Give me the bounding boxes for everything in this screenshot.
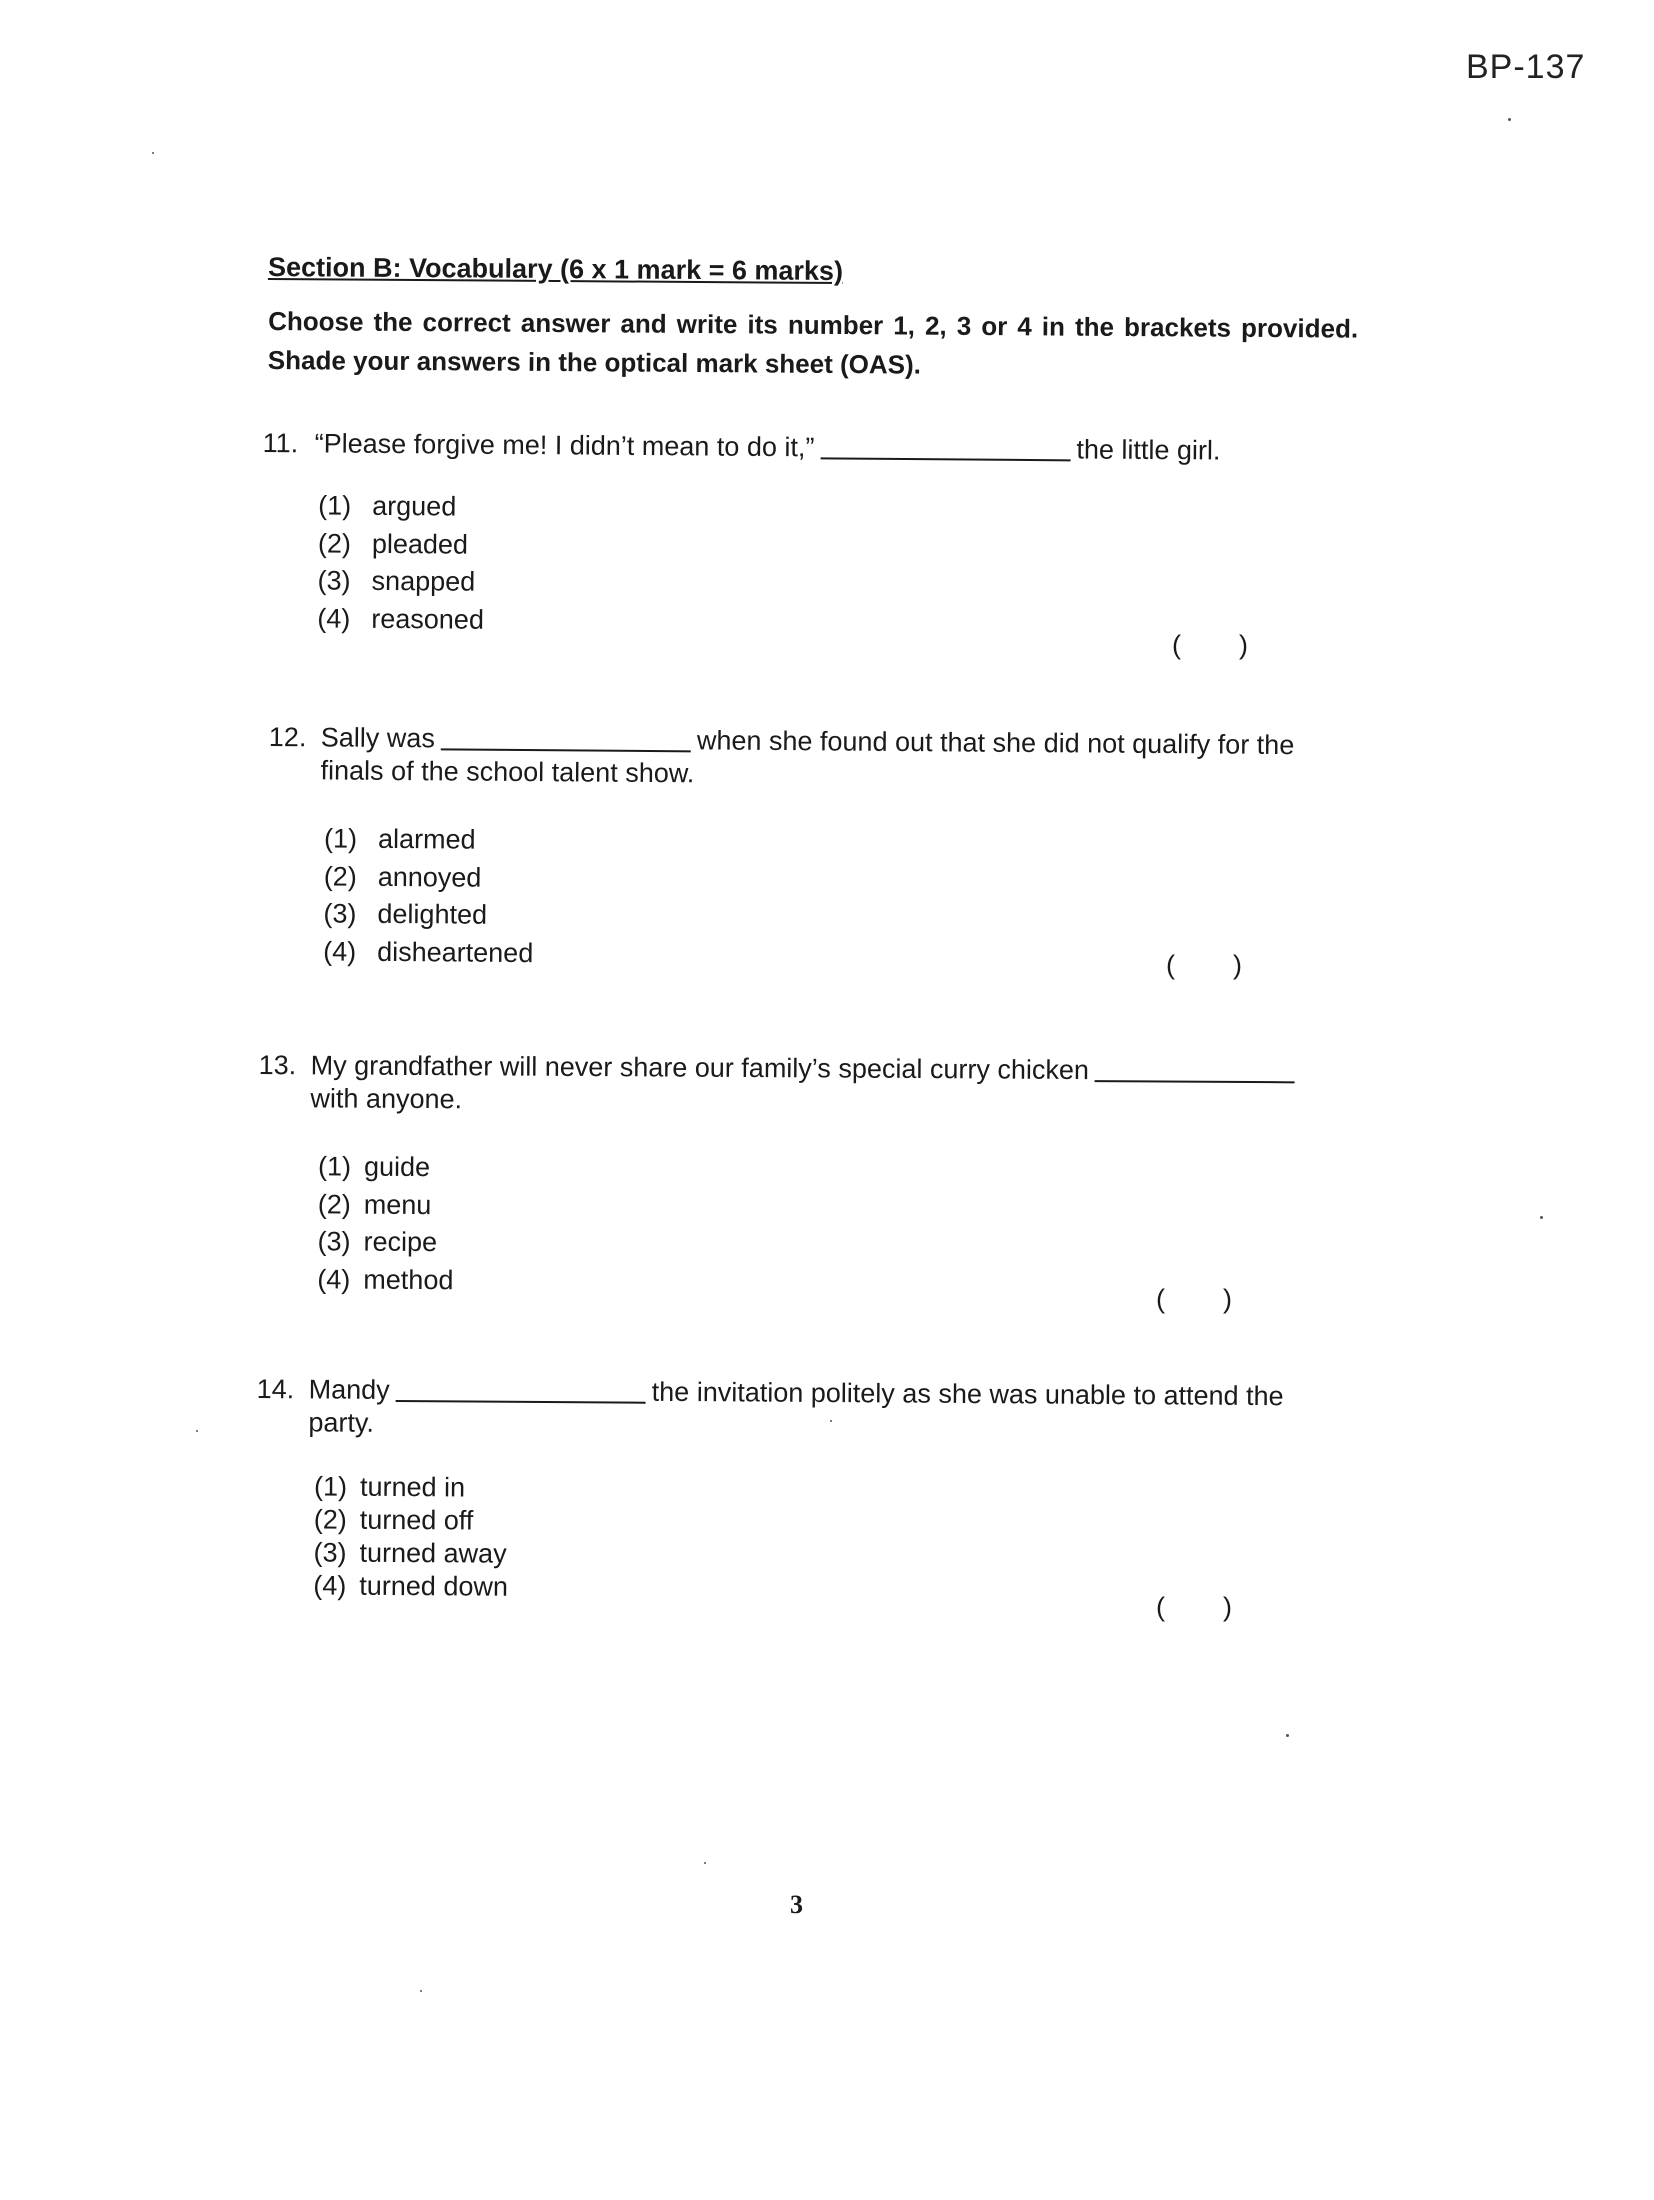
option-item: (2) turned off: [313, 1504, 474, 1536]
question-stem-continued: party.: [308, 1407, 375, 1438]
scan-speck: [152, 152, 154, 154]
scan-speck: [196, 1430, 198, 1432]
question-stem: My grandfather will never share our family’s special curry chicken: [310, 1050, 1090, 1086]
scan-speck: [420, 1990, 422, 1992]
option-item: (3) turned away: [313, 1537, 507, 1569]
question-stem-end: the little girl.: [1076, 434, 1221, 466]
option-item: (1) guide: [317, 1151, 431, 1183]
option-item: (2) menu: [317, 1188, 432, 1220]
answer-brackets[interactable]: ( ): [1172, 630, 1248, 660]
scan-speck: [1286, 1734, 1289, 1737]
answer-brackets[interactable]: ( ): [1156, 1284, 1232, 1314]
answer-blank: [396, 1376, 646, 1404]
option-item: (4) method: [317, 1263, 454, 1295]
option-item: (4) reasoned: [317, 602, 485, 635]
option-item: (2) annoyed: [323, 860, 482, 893]
option-item: (2) pleaded: [317, 527, 469, 560]
question-number: 11.: [262, 428, 299, 459]
question-stem: Mandy: [308, 1374, 390, 1405]
page-code: BP-137: [1466, 48, 1586, 86]
scan-speck: [704, 1862, 706, 1864]
option-item: (3) delighted: [323, 898, 488, 930]
answer-brackets[interactable]: ( ): [1166, 950, 1242, 980]
option-item: (1) alarmed: [323, 823, 476, 855]
question-11: [261, 428, 1220, 645]
option-item: (3) snapped: [317, 565, 476, 597]
option-list: [257, 1148, 1300, 1304]
answer-blank: [1095, 1056, 1295, 1083]
question-stem-continued: with anyone.: [310, 1083, 463, 1115]
option-item: (4) turned down: [313, 1570, 509, 1602]
question-number: 14.: [256, 1374, 295, 1405]
option-item: (1) turned in: [313, 1471, 466, 1503]
option-list: [255, 1470, 1283, 1609]
answer-blank: [820, 433, 1070, 461]
option-item: (1) argued: [318, 490, 457, 522]
section-instructions: Choose the correct answer and write its number 1, 2, 3 or 4 in the brackets provided. Shade your answers in the optical mark sheet (OAS).: [267, 306, 1359, 380]
question-14: [255, 1374, 1284, 1609]
scan-speck: [1508, 118, 1511, 121]
question-number: 12.: [268, 722, 307, 753]
question-stem-end: the invitation politely as she was unable to attend the: [651, 1376, 1284, 1412]
question-stem-end: when she found out that she did not qualify for the: [696, 725, 1295, 761]
question-12: [267, 722, 1294, 978]
question-stem: Sally was: [320, 722, 436, 754]
option-list: [267, 820, 1294, 978]
option-item: (3) recipe: [317, 1226, 438, 1258]
section-title: Section B: Vocabulary (6 x 1 mark = 6 marks): [267, 252, 844, 287]
answer-blank: [441, 724, 691, 752]
question-number: 13.: [258, 1050, 297, 1081]
answer-brackets[interactable]: ( ): [1156, 1592, 1232, 1622]
question-13: [257, 1050, 1301, 1304]
option-item: (4) disheartened: [323, 935, 534, 968]
scan-speck: [1540, 1216, 1543, 1219]
scan-speck: [830, 1420, 832, 1422]
option-list: [261, 487, 1220, 645]
question-stem: “Please forgive me! I didn’t mean to do it,”: [314, 428, 815, 463]
page-number: 3: [790, 1890, 803, 1919]
question-stem-continued: finals of the school talent show.: [320, 755, 695, 789]
